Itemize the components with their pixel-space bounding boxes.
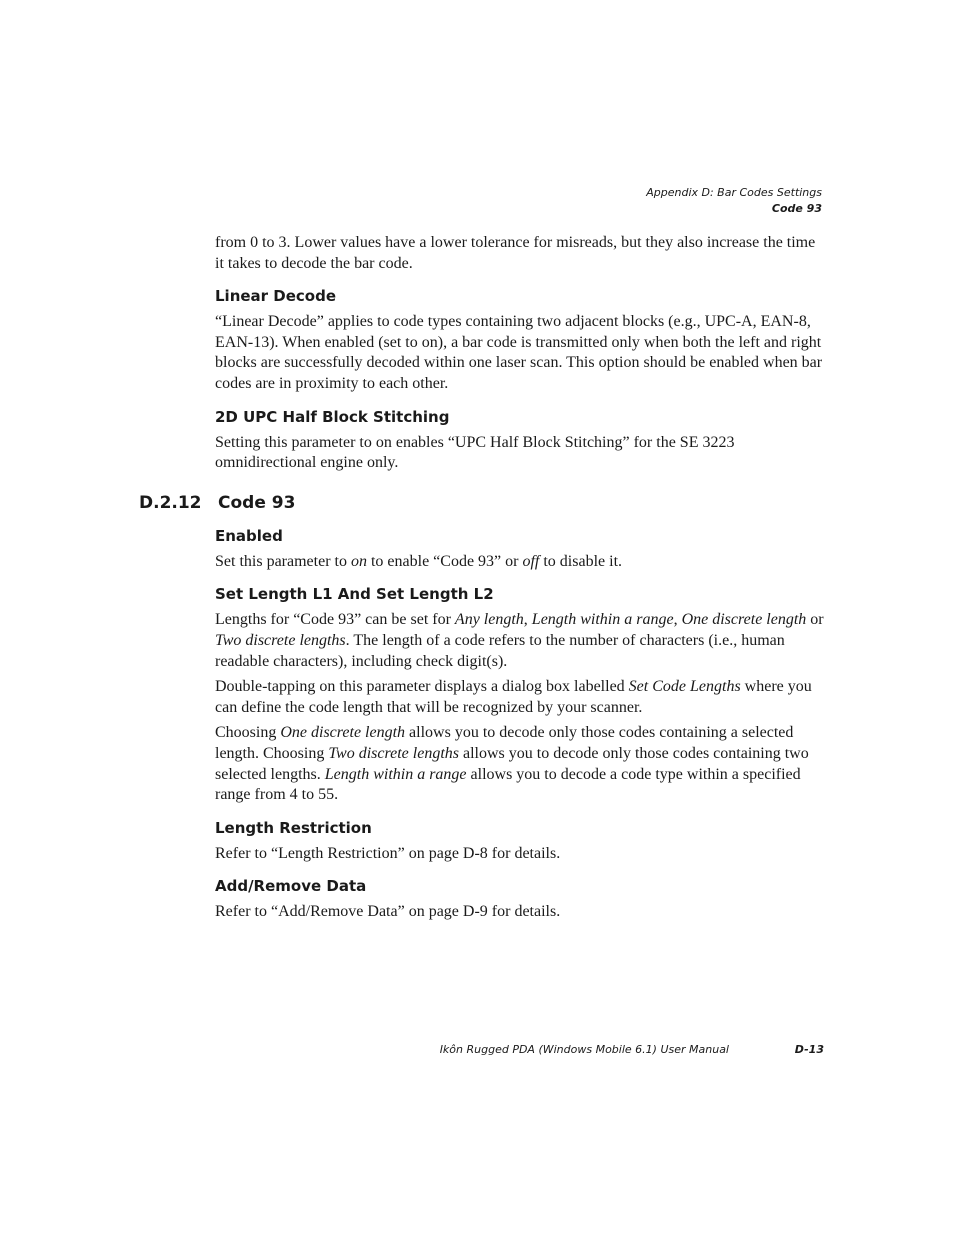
text-run: Double-tapping on this parameter displays a dialog box labelled	[215, 678, 629, 696]
text-run: or	[806, 611, 824, 629]
enabled-heading: Enabled	[215, 526, 283, 545]
header-section: Code 93	[771, 202, 822, 215]
set-length-paragraph-2	[215, 677, 827, 718]
page-body	[139, 233, 827, 928]
section-title: Code 93	[218, 492, 296, 513]
text-run: allows you to decode only those codes containing two selected lengths.	[215, 744, 809, 783]
emphasis-off: off	[522, 552, 540, 570]
linear-decode-paragraph: “Linear Decode” applies to code types containing two adjacent blocks (e.g., UPC-A, EAN-8, EAN-13). When enabled (set to on), a bar code is transmitted only when both the left and right blocks are successfully decoded within one laser scan. This option should be enabled when bar codes are in proximity to each other.	[215, 313, 823, 392]
add-remove-heading: Add/Remove Data	[215, 877, 367, 896]
section-heading	[139, 493, 827, 514]
text-run: to disable it.	[539, 552, 623, 570]
linear-decode-heading: Linear Decode	[215, 287, 337, 306]
text-run: ,	[673, 611, 682, 629]
text-run: allows you to decode a code type within a specified range from 4 to 55.	[215, 765, 801, 804]
text-run: where you can define the code length that will be recognized by your scanner.	[215, 678, 812, 716]
emphasis-dialog-name: Set Code Lengths	[628, 678, 741, 696]
set-length-heading: Set Length L1 And Set Length L2	[215, 585, 494, 604]
text-run: . The length of a code refers to the number of characters (i.e., human readable characters), including check digit(s).	[215, 631, 785, 670]
add-remove-paragraph: Refer to “Add/Remove Data” on page D-9 for details.	[215, 903, 561, 921]
emphasis-two-discrete: Two discrete lengths	[328, 744, 459, 762]
emphasis-one-discrete: One discrete length	[681, 611, 807, 629]
text-run: ,	[523, 611, 532, 629]
section-number: D.2.12	[139, 492, 202, 513]
text-run: Choosing	[215, 724, 281, 742]
emphasis-any-length: Any length	[454, 611, 524, 629]
emphasis-length-range: Length within a range	[324, 765, 467, 783]
set-length-paragraph-1	[215, 610, 827, 672]
text-run: Set this parameter to	[215, 552, 351, 570]
footer-page-number: D-13	[794, 1043, 824, 1056]
length-restriction-heading: Length Restriction	[215, 818, 372, 837]
emphasis-one-discrete: One discrete length	[280, 724, 406, 742]
intro-paragraph: from 0 to 3. Lower values have a lower tolerance for misreads, but they also increase the time it takes to decode the bar code.	[215, 234, 816, 272]
enabled-paragraph	[215, 552, 827, 573]
text-run: to enable “Code 93” or	[366, 552, 523, 570]
set-length-paragraph-3	[215, 723, 827, 805]
text-run: Lengths for “Code 93” can be set for	[215, 611, 455, 629]
header-chapter: Appendix D: Bar Codes Settings	[646, 186, 822, 199]
emphasis-on: on	[350, 552, 367, 570]
emphasis-length-range: Length within a range	[531, 611, 674, 629]
emphasis-two-discrete: Two discrete lengths	[215, 631, 346, 649]
text-run: allows you to decode only those codes containing a selected length. Choosing	[215, 724, 794, 762]
running-header	[646, 185, 822, 217]
length-restriction-paragraph: Refer to “Length Restriction” on page D-8 for details.	[215, 844, 561, 862]
stitching-heading: 2D UPC Half Block Stitching	[215, 407, 450, 426]
stitching-paragraph: Setting this parameter to on enables “UPC Half Block Stitching” for the SE 3223 omnidirectional engine only.	[215, 433, 735, 472]
footer-manual-title: Ikôn Rugged PDA (Windows Mobile 6.1) User Manual	[439, 1043, 729, 1056]
